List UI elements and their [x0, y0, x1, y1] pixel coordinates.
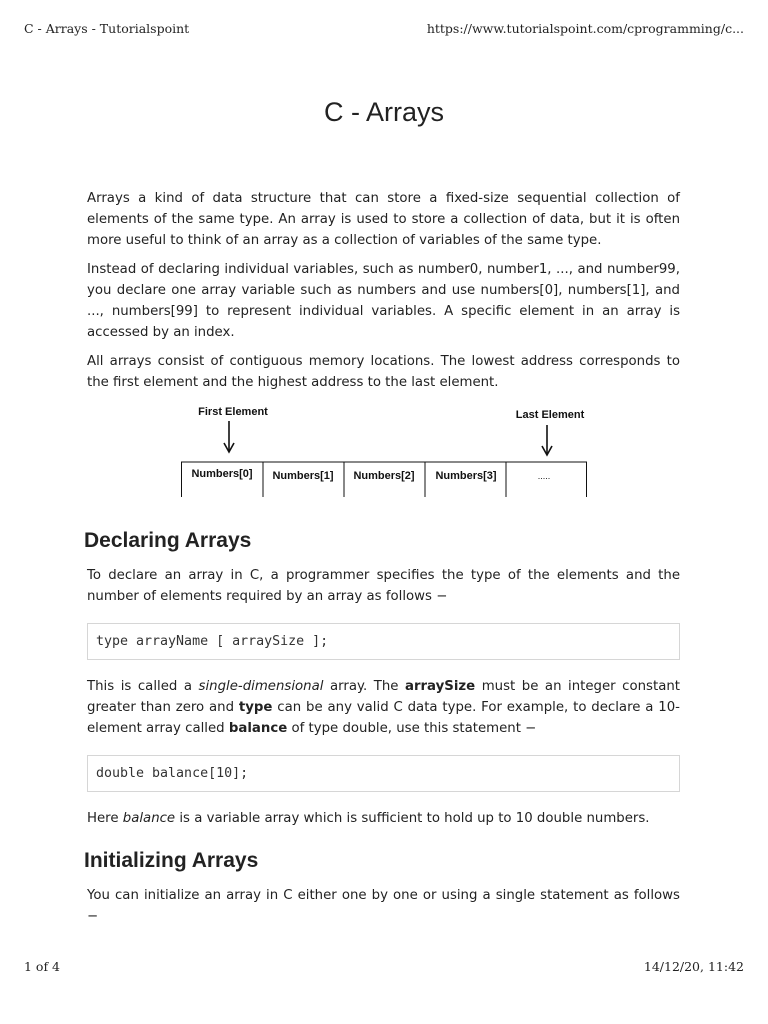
array-cell-1: Numbers[1] — [272, 470, 334, 482]
page-title: C - Arrays — [323, 97, 444, 127]
print-header-title: C - Arrays - Tutorialspoint — [24, 21, 190, 36]
intro-paragraph-1: Arrays a kind of data structure that can store a fixed-size sequential collection of elements of the same type. An array is used to store a collection of data, but it is often more useful to think of an array as a collection of variables of the same type. — [87, 191, 680, 248]
intro-paragraph-2: Instead of declaring individual variables, such as number0, number1, ..., and number99, you declare one array variable such as numbers and use numbers[0], numbers[1], and ..., numbers[99] to represent individual variables. A specific element in an array is accessed by an index. — [87, 262, 680, 340]
text-run: is a variable array which is sufficient to hold up to 10 double numbers. — [175, 811, 650, 826]
code-block-balance — [87, 755, 680, 792]
array-cell-2: Numbers[2] — [353, 470, 415, 482]
array-cells — [181, 462, 587, 497]
print-header — [24, 21, 744, 36]
declaring-paragraph-3 — [87, 808, 680, 829]
emphasis-balance: balance — [122, 811, 176, 826]
print-footer-datetime: 14/12/20, 11:42 — [643, 959, 744, 974]
declaring-paragraph-1: To declare an array in C, a programmer specifies the type of the elements and the number of elements required by an array as follows − — [87, 568, 680, 604]
initializing-arrays-heading: Initializing Arrays — [84, 849, 259, 872]
intro-paragraph-3: All arrays consist of contiguous memory locations. The lowest address corresponds to the first element and the highest address to the last element. — [87, 354, 680, 390]
array-memory-diagram — [87, 401, 680, 511]
code-block-declaration — [87, 623, 680, 660]
article-content — [84, 188, 680, 935]
initializing-paragraph-1: You can initialize an array in C either one by one or using a single statement as follows − — [87, 888, 680, 924]
last-element-arrow-icon — [542, 425, 552, 455]
emphasis-single-dimensional: single-dimensional — [198, 679, 324, 694]
declaring-paragraph-2 — [87, 676, 680, 739]
print-header-url[interactable]: https://www.tutorialspoint.com/cprogramming/c... — [426, 21, 744, 36]
first-element-arrow-icon — [224, 421, 234, 452]
bold-type: type — [238, 700, 273, 715]
array-cell-3: Numbers[3] — [435, 470, 497, 482]
text-run: array. The — [323, 679, 405, 694]
declaring-arrays-heading: Declaring Arrays — [84, 529, 252, 552]
text-run: must be an integer constant greater than zero and — [87, 679, 680, 715]
print-footer-page: 1 of 4 — [24, 959, 61, 974]
code-declaration-text: type arrayName [ arraySize ]; — [96, 634, 329, 649]
array-cell-ellipsis: ..... — [537, 471, 551, 481]
array-diagram-svg — [181, 401, 591, 501]
last-element-label: Last Element — [515, 409, 585, 421]
text-run: Here — [87, 811, 123, 826]
text-run: This is called a — [87, 679, 199, 694]
bold-balance: balance — [228, 721, 288, 736]
first-element-label: First Element — [198, 406, 268, 418]
print-footer — [24, 959, 744, 974]
bold-arraysize: arraySize — [404, 679, 476, 694]
text-run: of type double, use this statement − — [287, 721, 537, 736]
code-balance-text: double balance[10]; — [96, 766, 249, 781]
array-cell-0: Numbers[0] — [191, 468, 253, 480]
text-run: can be any valid C data type. For example, to declare a 10-element array called — [87, 700, 680, 736]
